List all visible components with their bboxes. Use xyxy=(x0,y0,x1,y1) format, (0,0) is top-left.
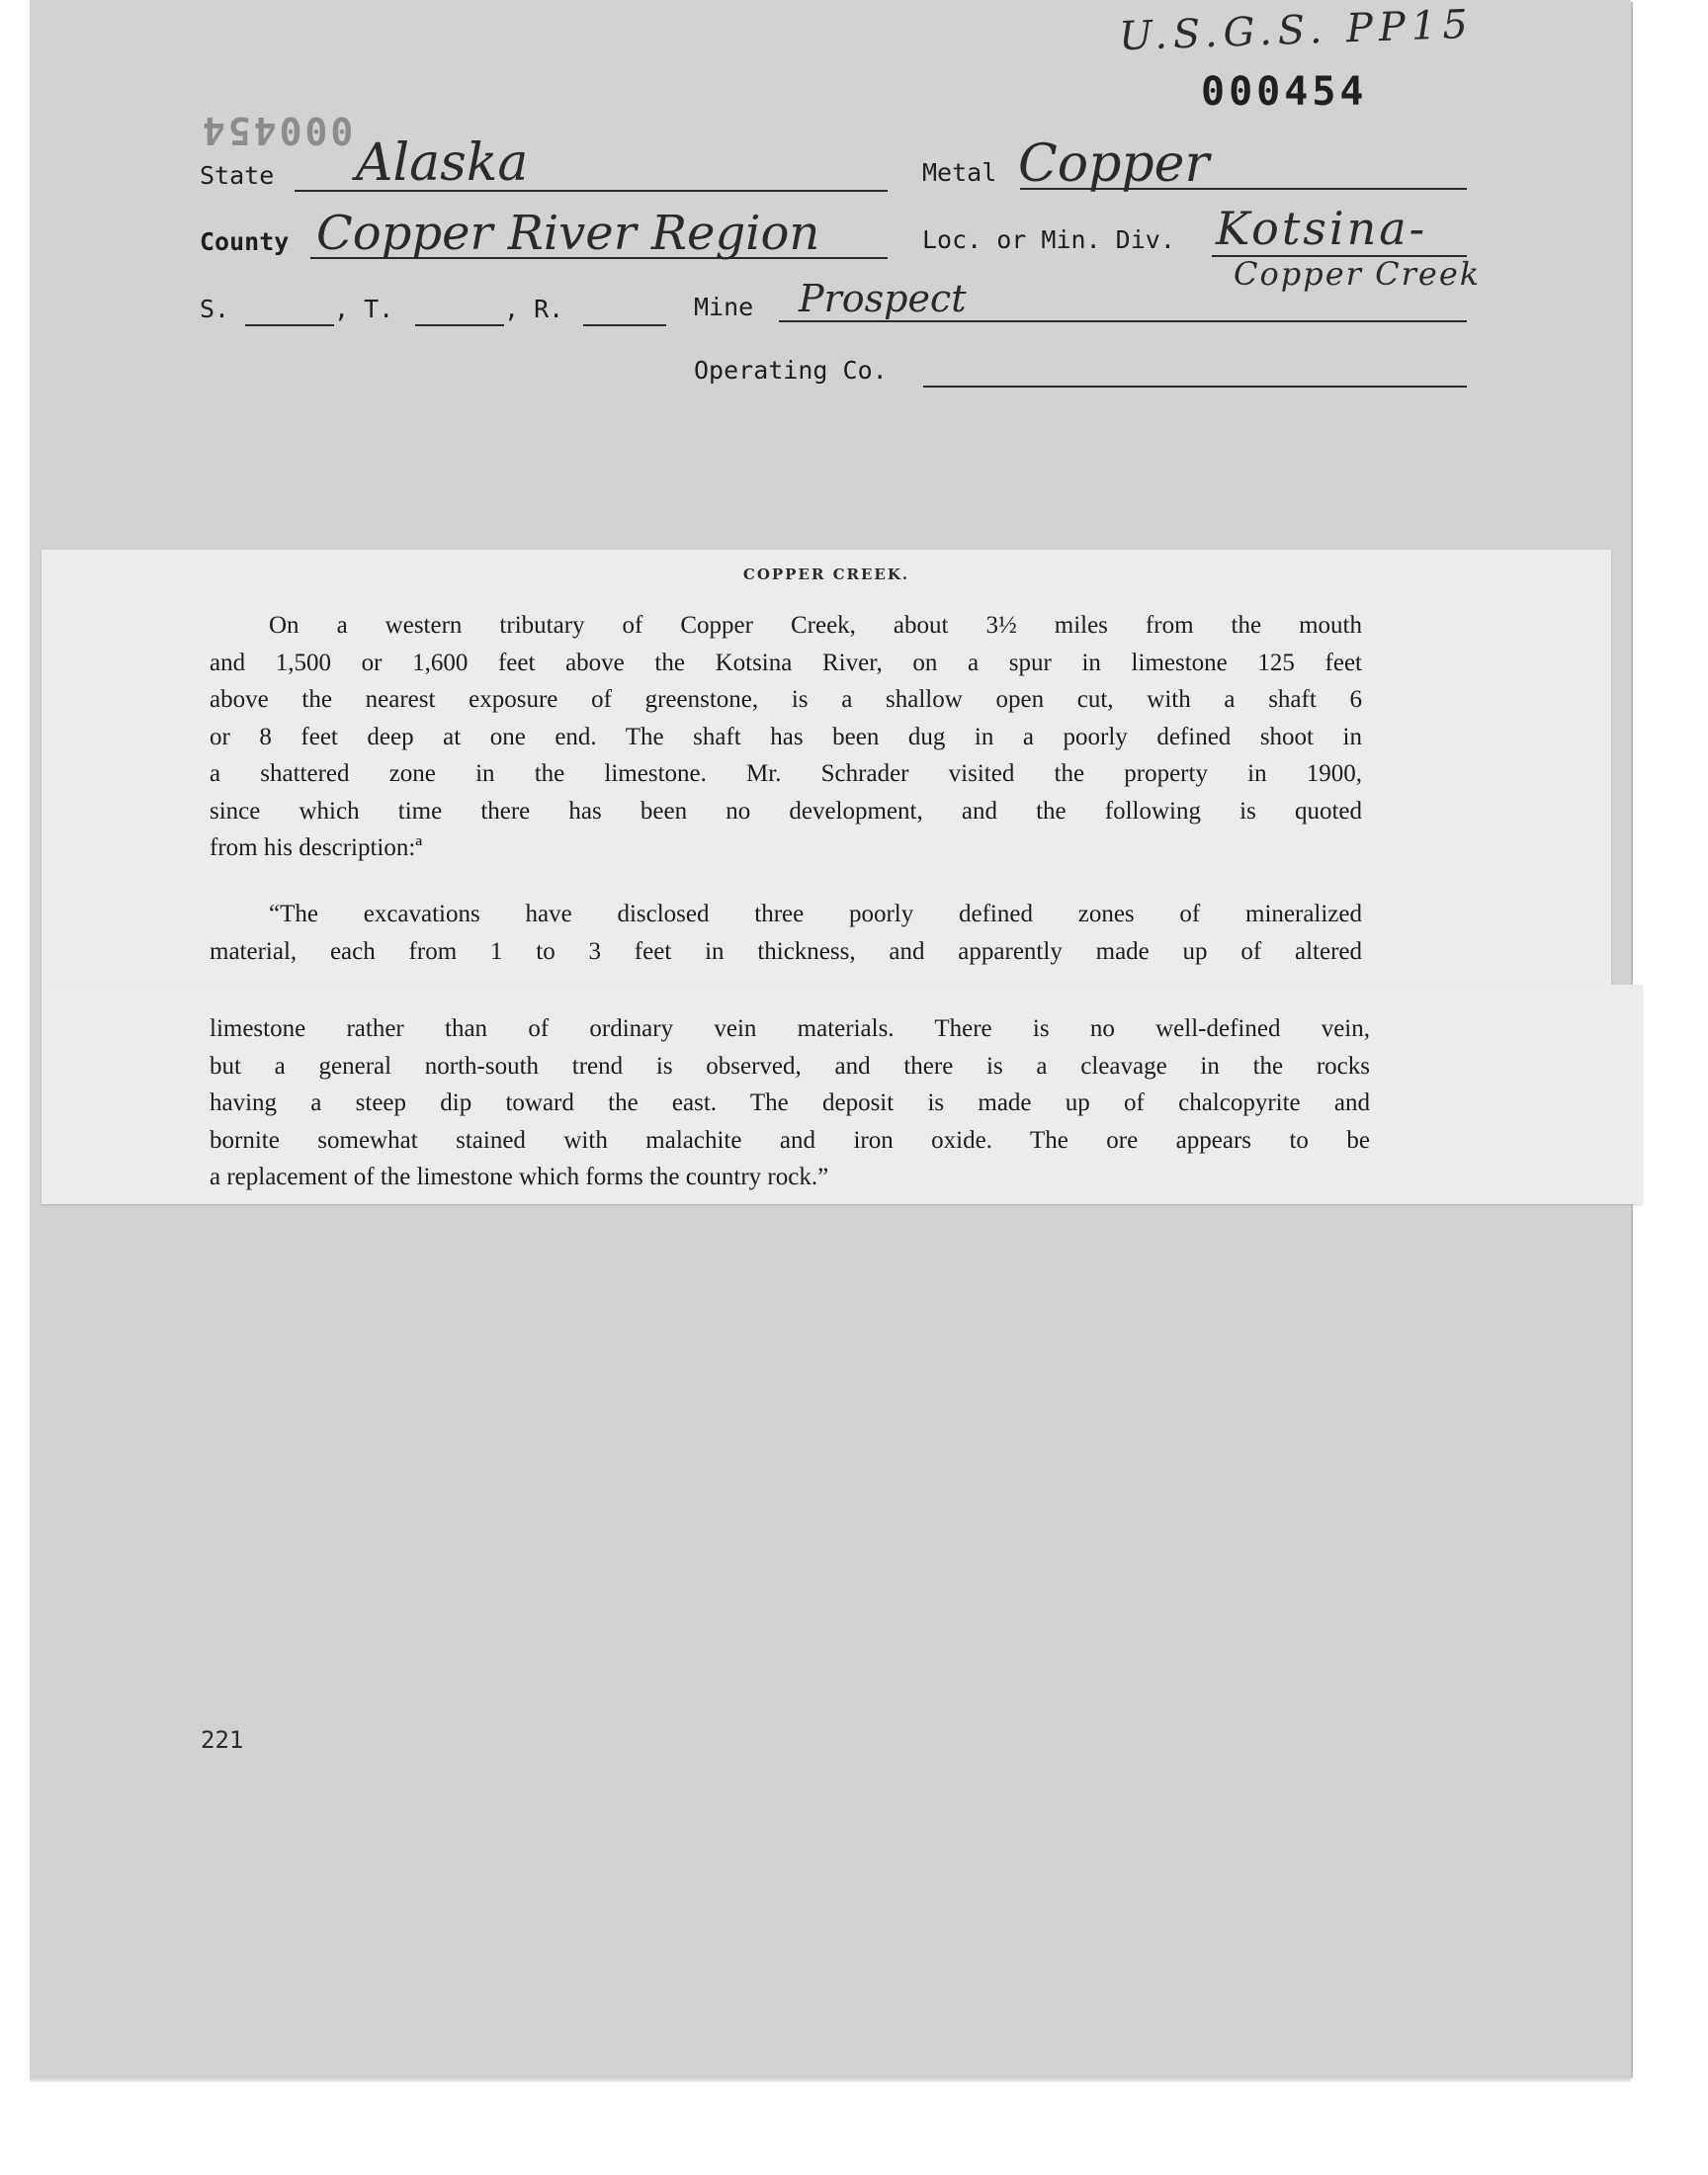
section-underline xyxy=(245,324,334,326)
location-label: Loc. or Min. Div. xyxy=(922,225,1175,254)
text-line: since which time there has been no development, and the following is quoted xyxy=(210,797,1362,825)
document-sheet xyxy=(30,0,1631,2076)
text-line: limestone rather than of ordinary vein materials. There is no well-defined vein, xyxy=(210,1015,1370,1042)
mirrored-serial-stamp: 000454 xyxy=(200,109,354,152)
clipping-lower xyxy=(42,985,1643,1204)
text-line: a replacement of the limestone which forms the country rock.” xyxy=(210,1164,829,1190)
location-value: Kotsina- xyxy=(1216,202,1428,255)
text-line: above the nearest exposure of greenstone, is a shallow open cut, with a shaft 6 xyxy=(210,686,1362,713)
text-line: material, each from 1 to 3 feet in thickness, and apparently made up of altered xyxy=(210,937,1362,965)
clipping-paragraph-3 xyxy=(210,1010,1370,1196)
metal-value: Copper xyxy=(1018,134,1210,194)
text-line: from his description:ª xyxy=(210,834,423,861)
operating-company-label: Operating Co. xyxy=(694,356,888,385)
township-underline xyxy=(415,324,504,326)
text-line: “The excavations have disclosed three poorly defined zones of mineralized xyxy=(269,901,1362,927)
clipping-paragraph-2 xyxy=(210,896,1362,970)
section-label: S. xyxy=(200,295,230,323)
clipping-title: COPPER CREEK. xyxy=(742,566,910,583)
text-line: On a western tributary of Copper Creek, about 3½ miles from the mouth xyxy=(269,612,1362,639)
mine-underline xyxy=(779,320,1467,322)
state-label: State xyxy=(200,161,275,190)
clipping-upper xyxy=(42,550,1611,987)
text-line: but a general north-south trend is observed, and there is a cleavage in the rocks xyxy=(210,1052,1370,1080)
text-line: bornite somewhat stained with malachite and iron oxide. The ore appears to be xyxy=(210,1126,1370,1154)
text-line: a shattered zone in the limestone. Mr. Schrader visited the property in 1900, xyxy=(210,760,1362,787)
operating-company-underline xyxy=(923,386,1467,388)
text-line: and 1,500 or 1,600 feet above the Kotsina River, on a spur in limestone 125 feet xyxy=(210,649,1362,676)
range-underline xyxy=(583,324,666,326)
metal-label: Metal xyxy=(922,158,997,187)
county-value: Copper River Region xyxy=(316,206,820,261)
county-label: County xyxy=(200,227,290,256)
text-line: or 8 feet deep at one end. The shaft has been dug in a poorly defined shoot in xyxy=(210,723,1362,750)
mine-label: Mine xyxy=(694,293,754,321)
state-value: Alaska xyxy=(356,133,529,193)
clipping-paragraph-1 xyxy=(210,607,1362,867)
text-line: having a steep dip toward the east. The deposit is made up of chalcopyrite and xyxy=(210,1089,1370,1116)
location-value-continued: Copper Creek xyxy=(1234,255,1482,293)
mine-value: Prospect xyxy=(799,277,967,320)
range-label: , R. xyxy=(504,295,564,323)
handwritten-reference: U.S.G.S. PP15 xyxy=(1118,1,1475,60)
township-label: , T. xyxy=(334,295,394,323)
serial-number-stamp: 000454 xyxy=(1201,69,1368,115)
page-number: 221 xyxy=(201,1726,244,1754)
page-bottom-edge xyxy=(30,2076,1631,2082)
